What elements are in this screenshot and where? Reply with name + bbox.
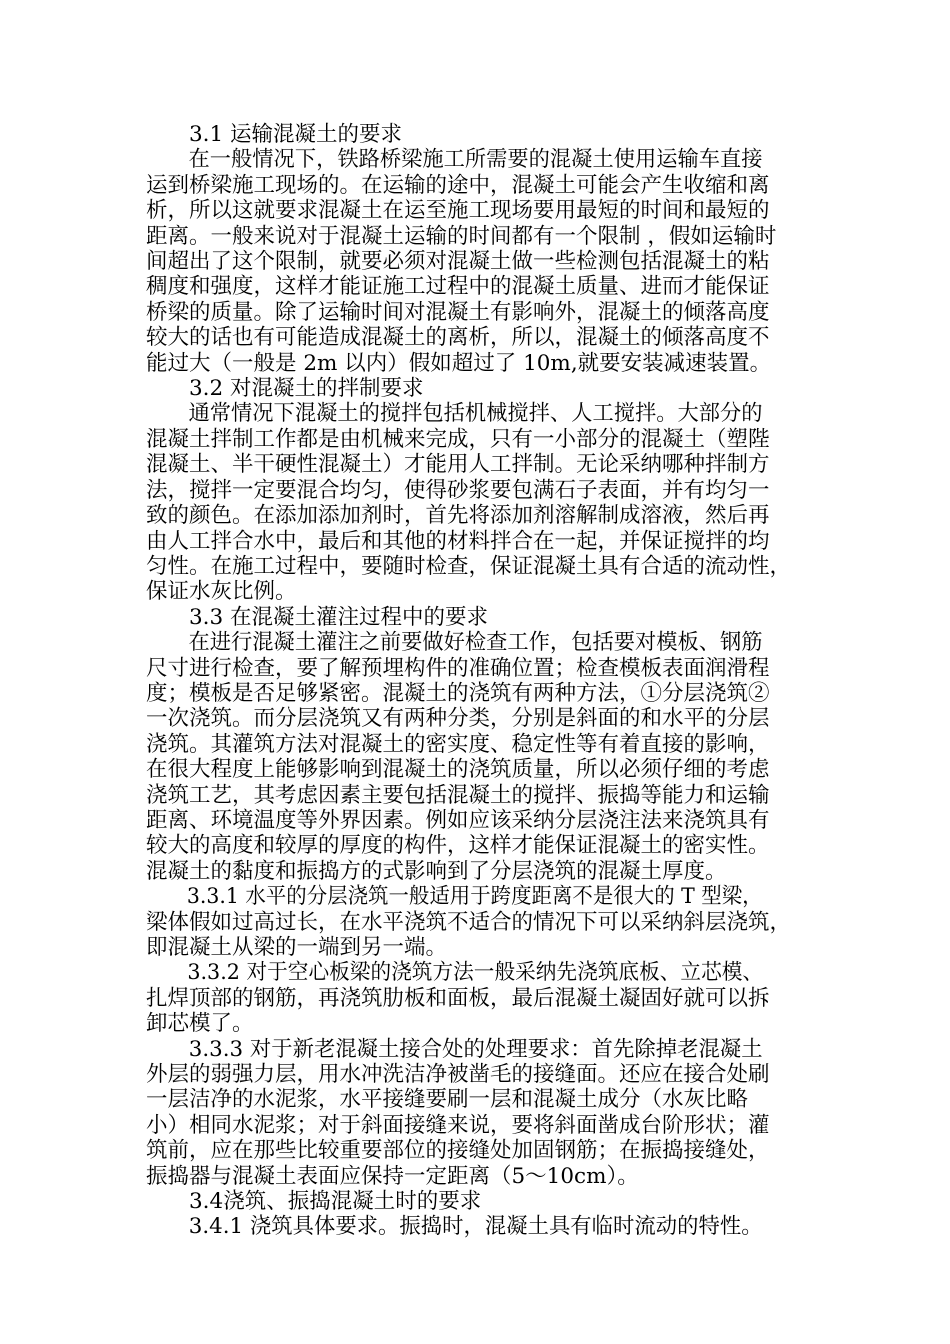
document-body (146, 122, 806, 1240)
paragraph-line: 保证水灰比例。 (146, 579, 297, 605)
paragraph-line: 混凝土的黏度和振捣方的式影响到了分层浇筑的混凝土厚度。 (146, 858, 727, 884)
paragraph-line: 尺寸进行检查，要了解预埋构件的准确位置；检查模板表面润滑程 (146, 655, 770, 681)
paragraph-first-line: 3.1 运输混凝土的要求 (189, 122, 403, 147)
paragraph-line: 间超出了这个限制，就要必须对混凝土做一些检测包括混凝土的粘 (146, 249, 770, 275)
paragraph-first-line: 在一般情况下，铁路桥梁施工所需要的混凝土使用运输车直接 (188, 147, 763, 173)
paragraph-line: 法，搅拌一定要混合均匀，使得砂浆要包满石子表面，并有均匀一 (146, 477, 770, 503)
paragraph-first-line: 3.3.1 水平的分层浇筑一般适用于跨度距离不是很大的 T 型梁， (186, 884, 763, 910)
paragraph-line: 扎焊顶部的钢筋，再浇筑肋板和面板，最后混凝土凝固好就可以拆 (146, 985, 770, 1011)
paragraph-first-line: 3.3.3 对于新老混凝土接合处的处理要求：首先除掉老混凝土 (188, 1036, 763, 1062)
paragraph-line: 混凝土拌制工作都是由机械来完成，只有一小部分的混凝土（塑陛 (146, 426, 770, 452)
paragraph-line: 振捣器与混凝土表面应保持一定距离（5～10cm）。 (146, 1163, 639, 1189)
paragraph-line: 梁体假如过高过长，在水平浇筑不适合的情况下可以采纳斜层浇筑， (146, 909, 792, 935)
paragraph-line: 稠度和强度，这样才能证施工过程中的混凝土质量、进而才能保证 (146, 274, 770, 300)
paragraph-first-line: 3.2 对混凝土的拌制要求 (189, 376, 424, 402)
paragraph-line: 桥梁的质量。除了运输时间对混凝土有影响外，混凝土的倾落高度 (146, 299, 770, 325)
paragraph-line: 在很大程度上能够影响到混凝土的浇筑质量，所以必须仔细的考虑 (146, 757, 770, 783)
paragraph-line: 混凝土、半干硬性混凝土）才能用人工拌制。无论采纳哪种拌制方 (146, 452, 770, 478)
paragraph-line: 小）相同水泥浆；对于斜面接缝来说，要将斜面凿成台阶形状；灌 (146, 1112, 770, 1138)
paragraph-line: 浇筑。其灌筑方法对混凝土的密实度、稳定性等有着直接的影响， (146, 731, 770, 757)
paragraph-first-line: 3.3.2 对于空心板梁的浇筑方法一般采纳先浇筑底板、立芯模、 (187, 960, 764, 986)
paragraph-line: 一层洁净的水泥浆，水平接缝要刷一层和混凝土成分（水灰比略 (146, 1087, 749, 1113)
paragraph-line: 度；模板是否足够紧密。混凝土的浇筑有两种方法，①分层浇筑② (146, 680, 770, 706)
paragraph-line: 筑前，应在那些比较重要部位的接缝处加固钢筋；在振捣接缝处， (146, 1138, 770, 1164)
paragraph-line: 致的颜色。在添加添加剂时，首先将添加剂溶解制成溶液，然后再 (146, 503, 770, 529)
paragraph-line: 较大的高度和较厚的厚度的构件，这样才能保证混凝土的密实性。 (146, 833, 770, 859)
paragraph-line: 外层的弱强力层，用水冲洗洁净被凿毛的接缝面。还应在接合处刷 (146, 1062, 770, 1088)
paragraph-first-line: 3.3 在混凝土灌注过程中的要求 (189, 604, 489, 630)
paragraph-line: 能过大（一般是 2m 以内）假如超过了 10m,就要安装减速装置。 (146, 350, 772, 376)
paragraph-line: 浇筑工艺，其考虑因素主要包括混凝土的搅拌、振捣等能力和运输 (146, 782, 770, 808)
paragraph-first-line: 在进行混凝土灌注之前要做好检查工作，包括要对模板、钢筋 (188, 630, 763, 656)
paragraph-line: 距离、环境温度等外界因素。例如应该采纳分层浇注法来浇筑具有 (146, 807, 770, 833)
paragraph-line: 一次浇筑。而分层浇筑又有两种分类，分别是斜面的和水平的分层 (146, 706, 770, 732)
paragraph-line: 匀性。在施工过程中，要随时检查，保证混凝土具有合适的流动性， (146, 553, 792, 579)
paragraph-line: 由人工拌合水中，最后和其他的材料拌合在一起，并保证搅拌的均 (146, 528, 770, 554)
paragraph-line: 卸芯模了。 (146, 1011, 254, 1037)
paragraph-line: 距离。一般来说对于混凝土运输的时间都有一个限制 ，假如运输时 (146, 223, 777, 249)
paragraph-line: 运到桥梁施工现场的。在运输的途中，混凝土可能会产生收缩和离 (146, 172, 770, 198)
paragraph-line: 较大的话也有可能造成混凝土的离析，所以，混凝土的倾落高度不 (146, 325, 770, 351)
paragraph-first-line: 3.4.1 浇筑具体要求。振捣时，混凝土具有临时流动的特性。 (188, 1214, 763, 1240)
paragraph-first-line: 通常情况下混凝土的搅拌包括机械搅拌、人工搅拌。大部分的 (188, 401, 763, 427)
paragraph-line: 即混凝土从梁的一端到另一端。 (146, 935, 448, 960)
paragraph-line: 析，所以这就要求混凝土在运至施工现场要用最短的时间和最短的 (146, 198, 770, 224)
paragraph-first-line: 3.4浇筑、振捣混凝土时的要求 (189, 1189, 482, 1215)
